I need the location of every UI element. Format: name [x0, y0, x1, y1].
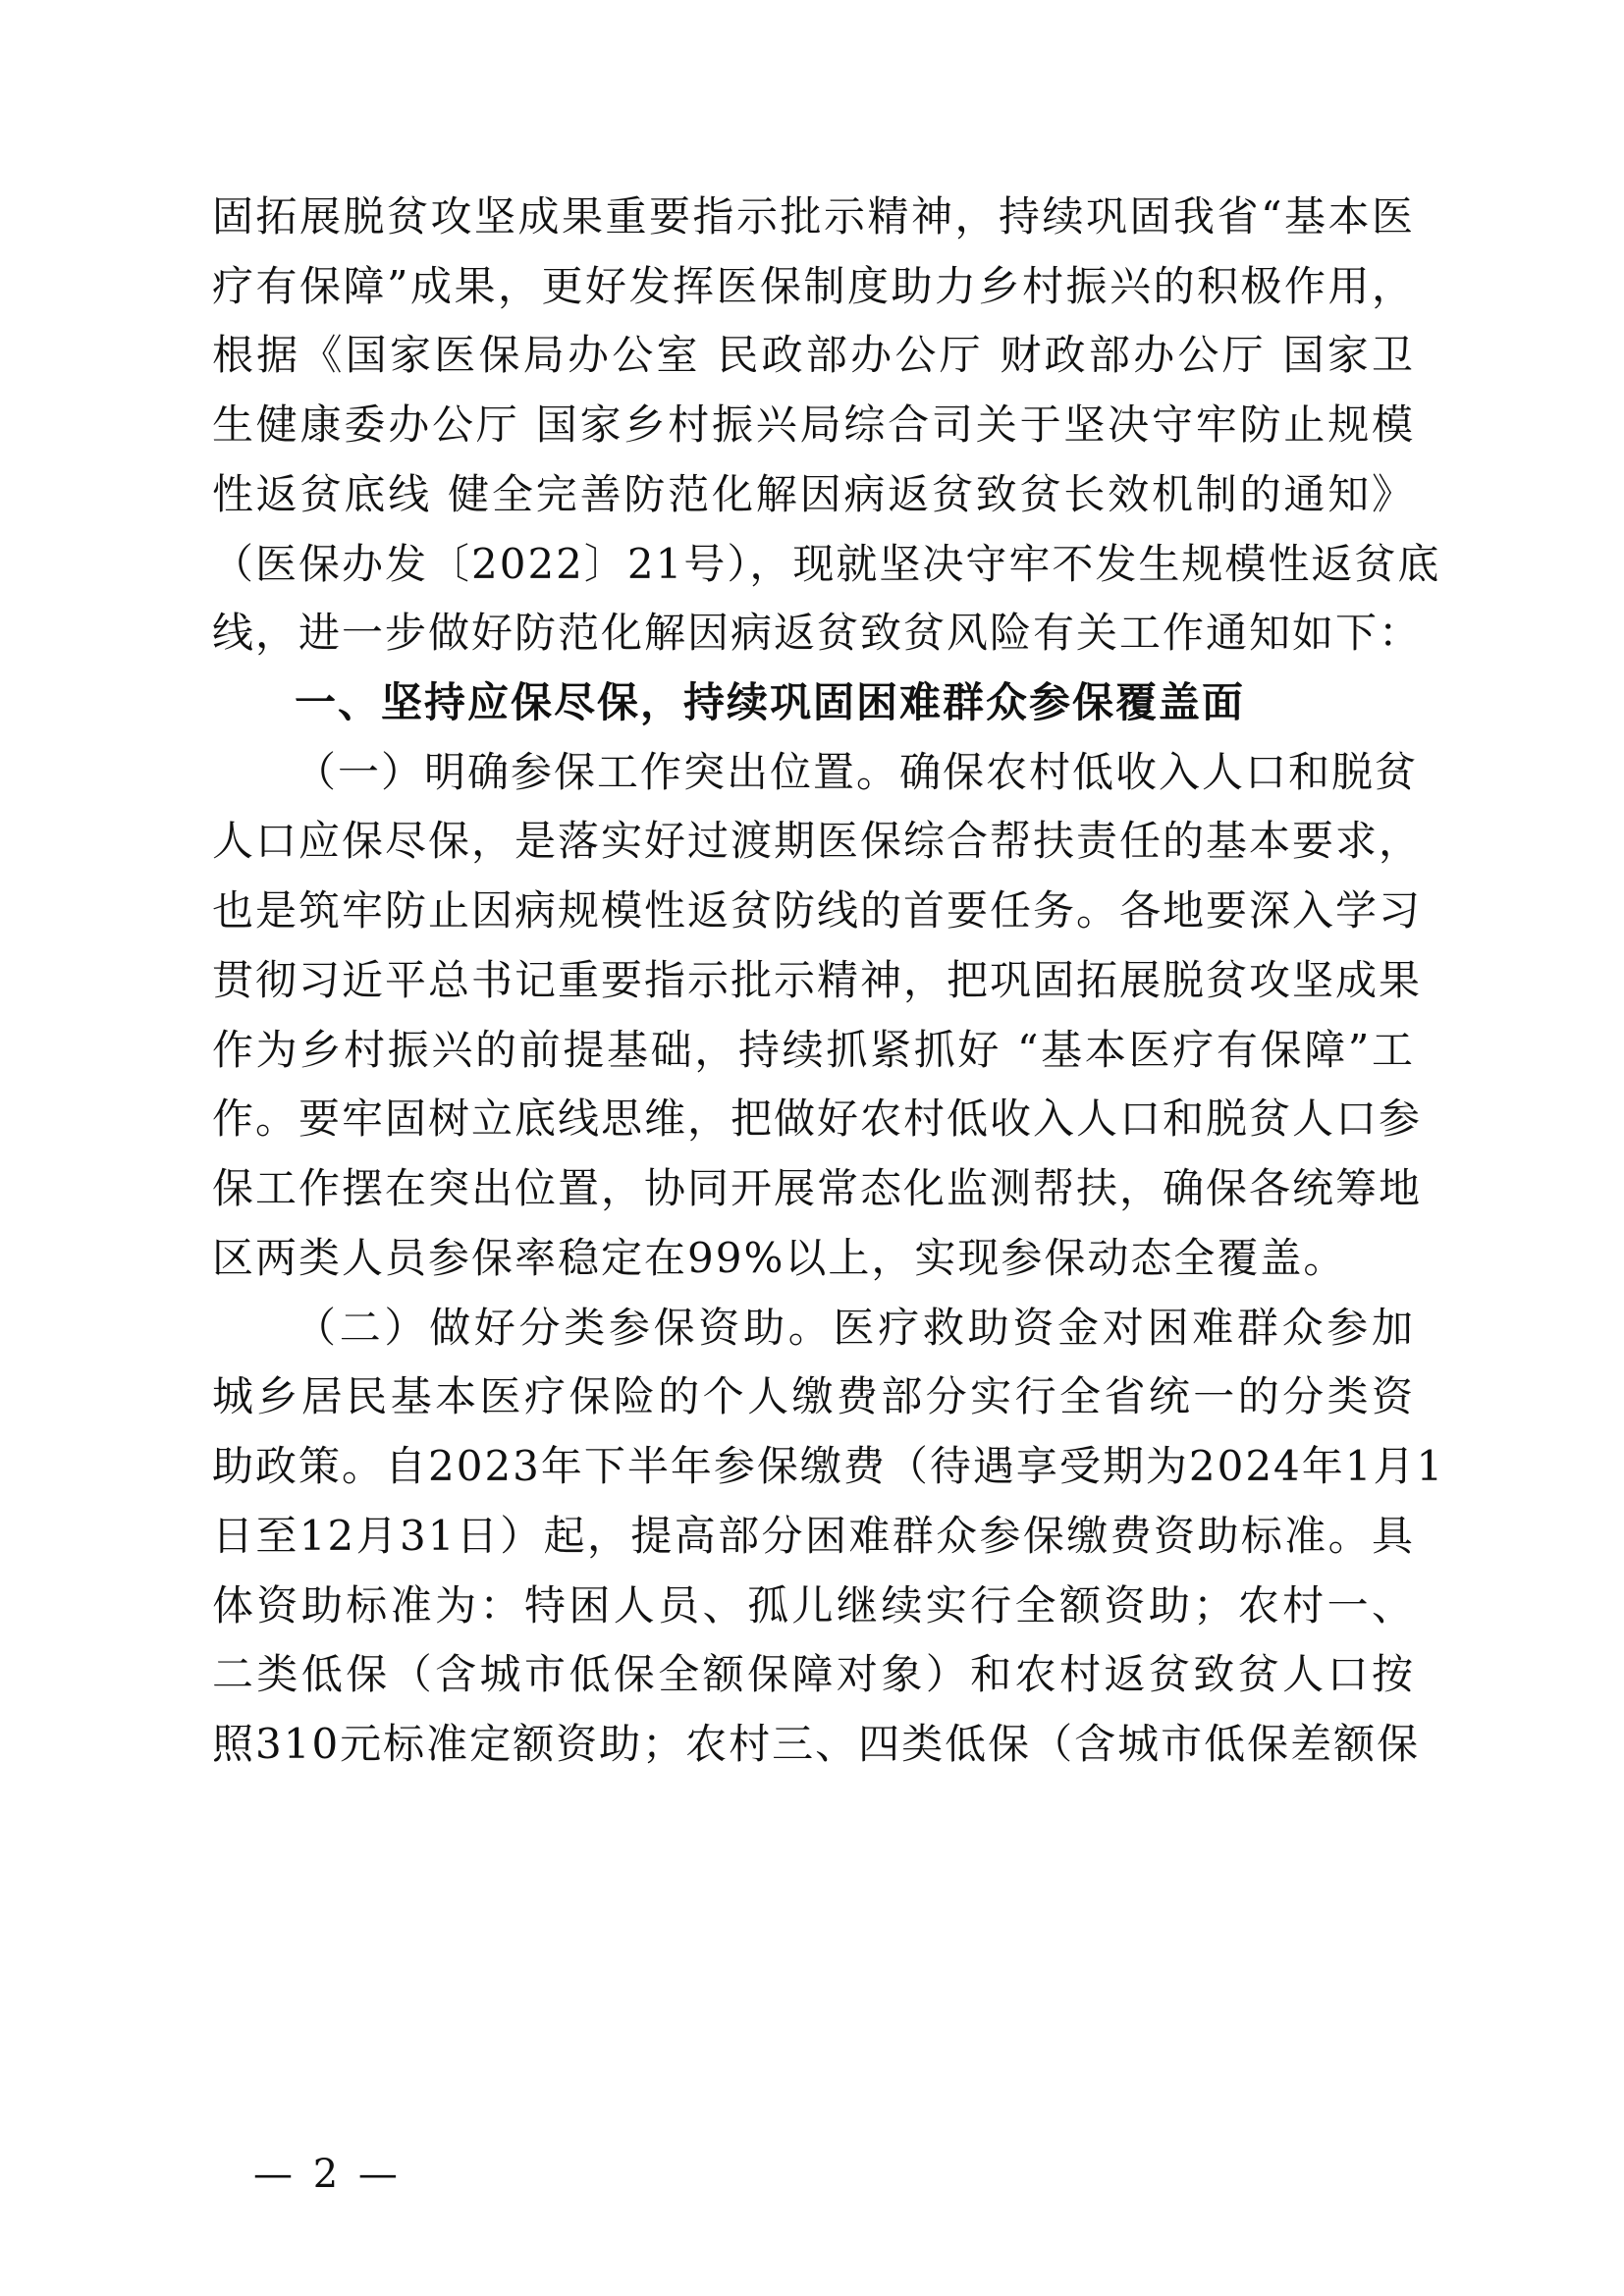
intro-line-6: （医保办发〔2022〕21号），现就坚决守牢不发生规模性返贫底 [212, 540, 1441, 588]
item1-line-5: 作为乡村振兴的前提基础，持续抓紧抓好 “基本医疗有保障”工 [212, 1026, 1415, 1074]
item2-line-1: （二）做好分类参保资助。医疗救助资金对困难群众参加 [295, 1304, 1415, 1352]
item2-line-5: 体资助标准为：特困人员、孤儿继续实行全额资助；农村一、 [212, 1581, 1415, 1629]
item1-line-6: 作。要牢固树立底线思维，把做好农村低收入人口和脱贫人口参 [212, 1095, 1423, 1143]
item1-line-8: 区两类人员参保率稳定在99%以上，实现参保动态全覆盖。 [212, 1234, 1347, 1282]
intro-line-3: 根据《国家医保局办公室 民政部办公厅 财政部办公厅 国家卫 [212, 331, 1415, 379]
item2-line-6: 二类低保（含城市低保全额保障对象）和农村返贫致贫人口按 [212, 1650, 1415, 1698]
intro-line-5: 性返贫底线 健全完善防范化解因病返贫致贫长效机制的通知》 [212, 470, 1415, 518]
section-heading: 一、坚持应保尽保，持续巩固困难群众参保覆盖面 [295, 678, 1246, 726]
intro-line-2: 疗有保障”成果，更好发挥医保制度助力乡村振兴的积极作用， [212, 262, 1415, 310]
page-number: — 2 — [253, 2152, 402, 2197]
item1-line-4: 贯彻习近平总书记重要指示批示精神，把巩固拓展脱贫攻坚成果 [212, 956, 1423, 1004]
item1-line-1: （一）明确参保工作突出位置。确保农村低收入人口和脱贫 [295, 748, 1419, 796]
item1-line-7: 保工作摆在突出位置，协同开展常态化监测帮扶，确保各统筹地 [212, 1164, 1423, 1212]
item2-line-7: 照310元标准定额资助；农村三、四类低保（含城市低保差额保 [212, 1720, 1421, 1768]
intro-line-4: 生健康委办公厅 国家乡村振兴局综合司关于坚决守牢防止规模 [212, 400, 1415, 449]
intro-line-1: 固拓展脱贫攻坚成果重要指示批示精神，持续巩固我省“基本医 [212, 192, 1415, 240]
item2-line-3: 助政策。自2023年下半年参保缴费（待遇享受期为2024年1月1 [212, 1442, 1445, 1490]
item1-line-2: 人口应保尽保，是落实好过渡期医保综合帮扶责任的基本要求， [212, 817, 1423, 865]
item1-line-3: 也是筑牢防止因病规模性返贫防线的首要任务。各地要深入学习 [212, 886, 1423, 934]
item2-line-4: 日至12月31日）起，提高部分困难群众参保缴费资助标准。具 [212, 1512, 1415, 1560]
item2-line-2: 城乡居民基本医疗保险的个人缴费部分实行全省统一的分类资 [212, 1372, 1415, 1420]
intro-line-7: 线，进一步做好防范化解因病返贫致贫风险有关工作通知如下： [212, 609, 1423, 657]
